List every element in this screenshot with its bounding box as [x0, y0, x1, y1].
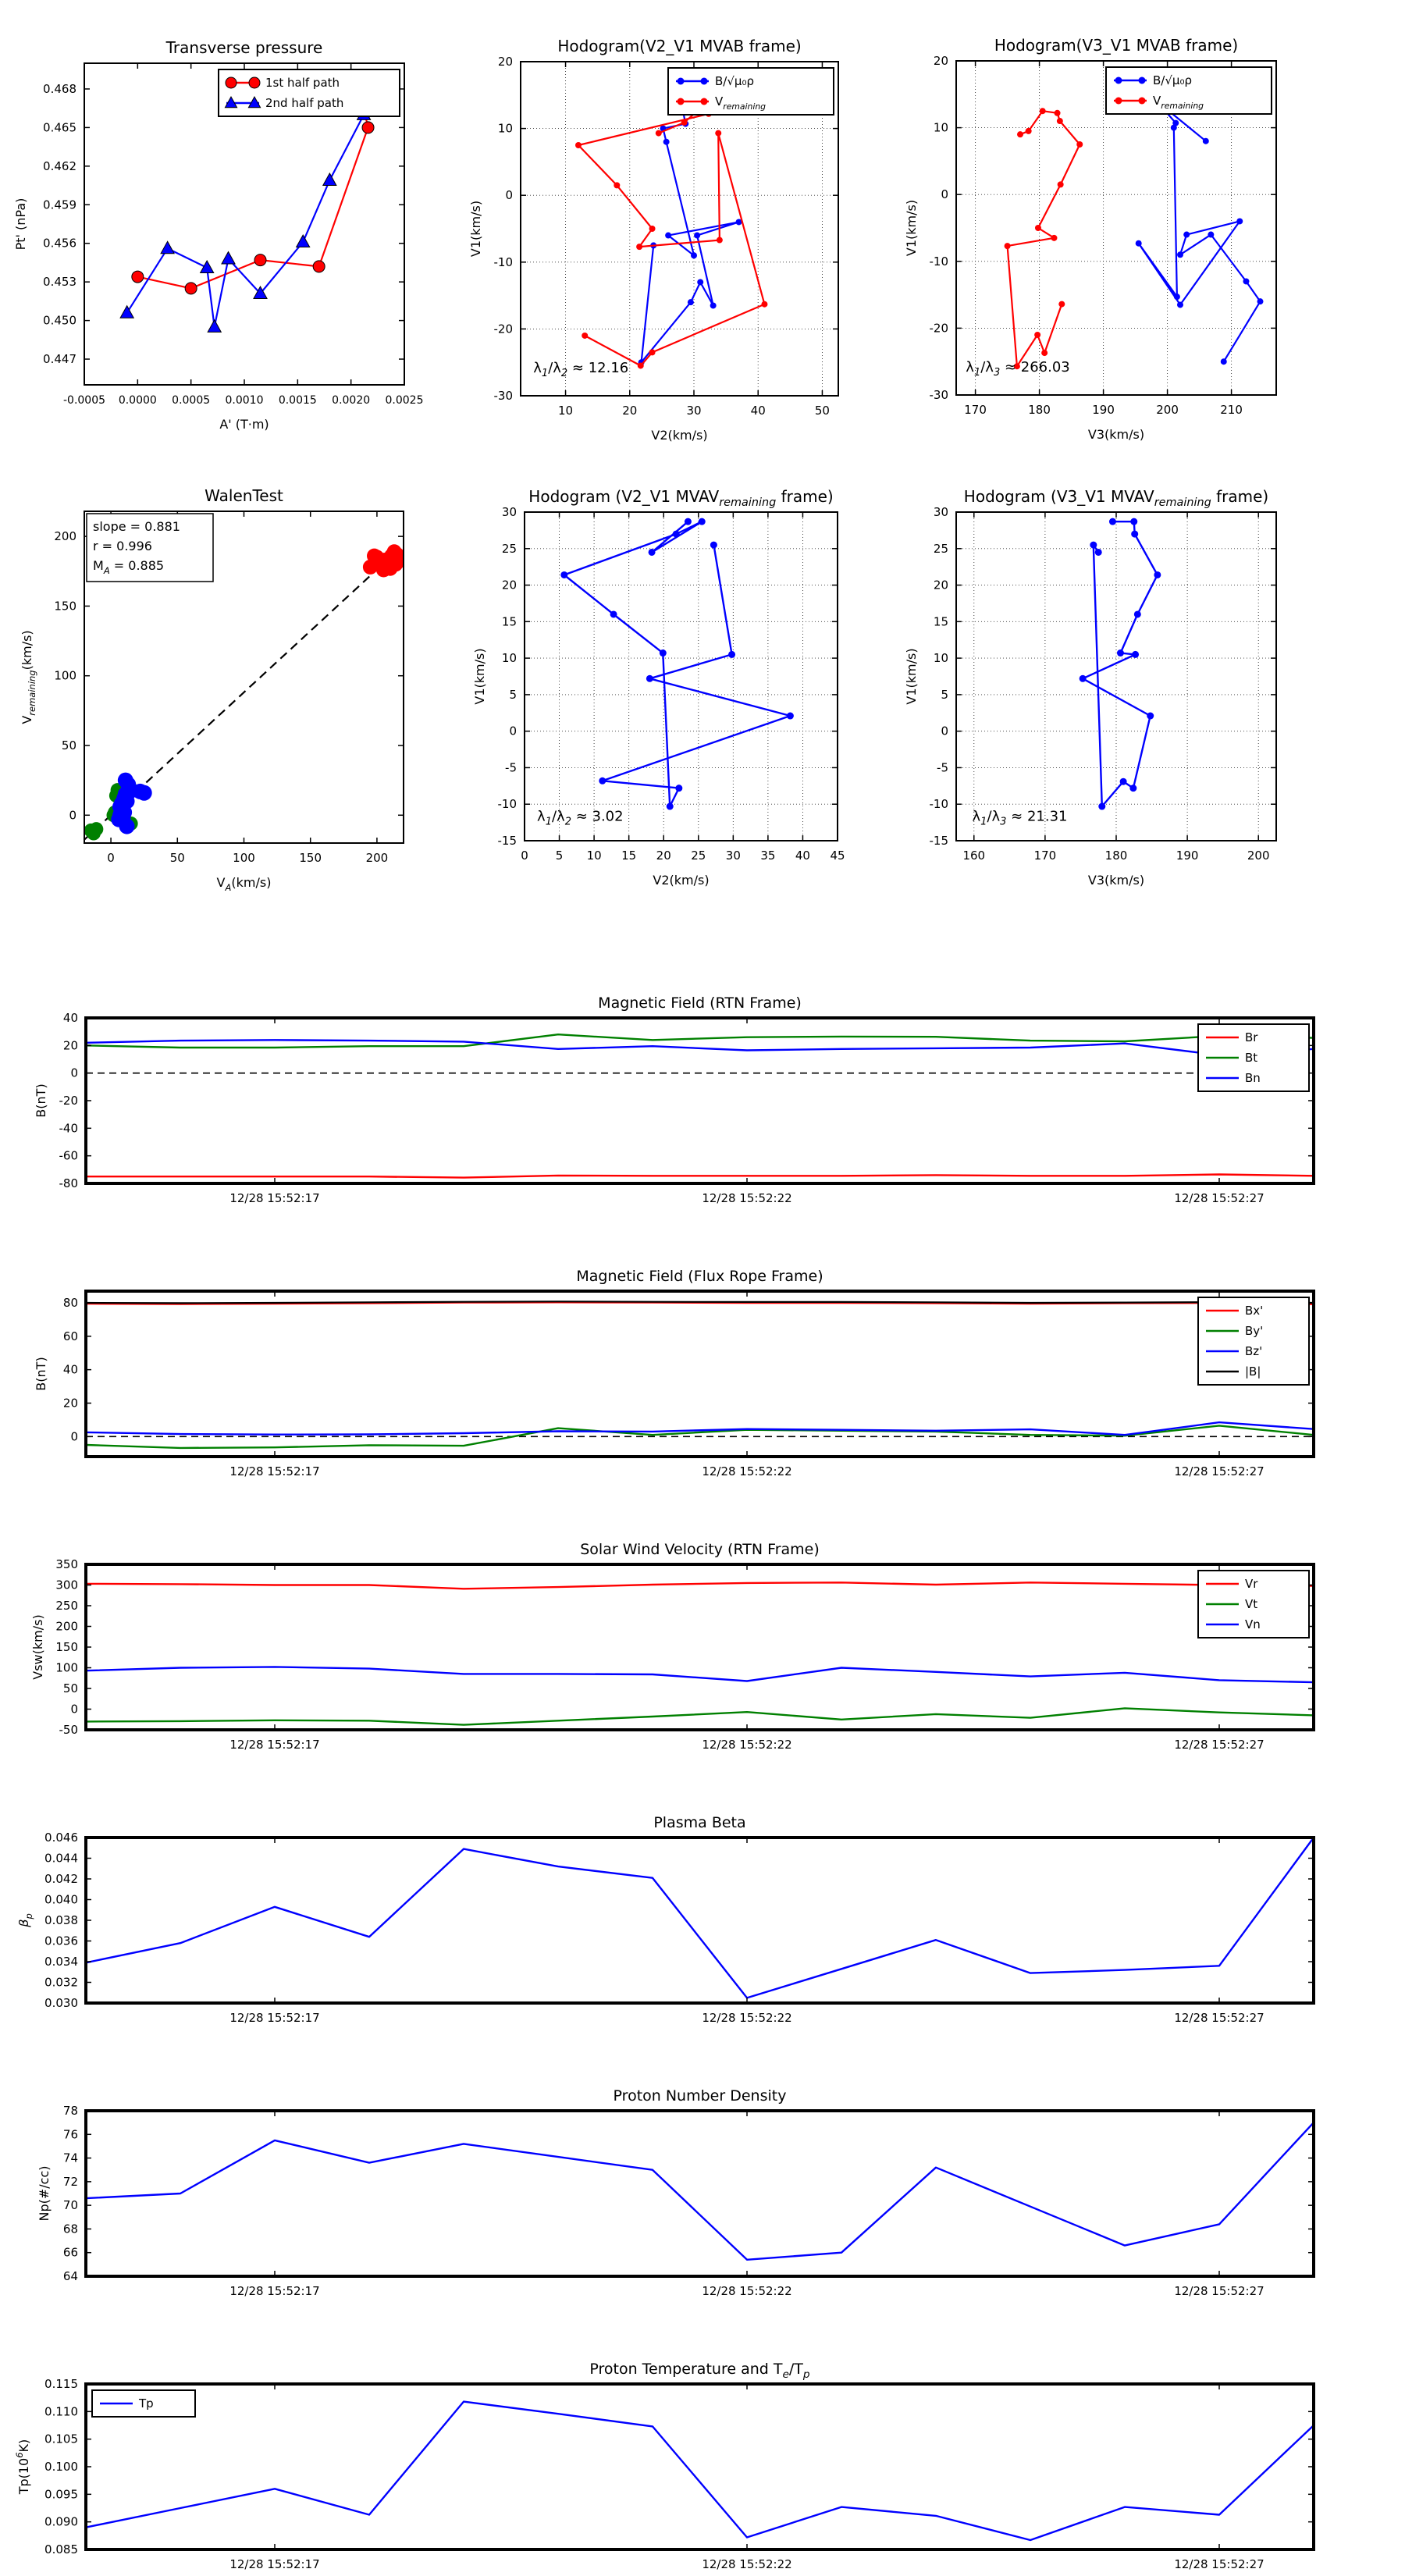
svg-text:Bx': Bx' — [1245, 1304, 1264, 1318]
plot-solar-wind-velocity — [30, 1541, 1314, 1752]
svg-text:B(nT): B(nT) — [34, 1083, 48, 1118]
svg-text:Hodogram(V3_V1 MVAB frame): Hodogram(V3_V1 MVAB frame) — [994, 36, 1239, 55]
svg-text:-15: -15 — [929, 834, 948, 848]
svg-text:200: 200 — [55, 1619, 78, 1634]
svg-text:15: 15 — [501, 614, 517, 629]
svg-text:λ1/λ3 ≈ 266.03: $\lambda_1/\lambda_3 \approx 266.03$ — [966, 359, 1070, 379]
svg-text:0.0010: 0.0010 — [225, 394, 264, 407]
svg-text:12/28 15:52:17: 12/28 15:52:17 — [229, 1738, 320, 1752]
svg-text:-15: -15 — [497, 834, 517, 848]
svg-text:50: 50 — [169, 851, 185, 865]
svg-text:170: 170 — [964, 403, 987, 417]
svg-text:0.453: 0.453 — [43, 275, 76, 290]
svg-text:20: 20 — [501, 578, 517, 592]
svg-text:0.0020: 0.0020 — [332, 394, 371, 407]
svg-text:72: 72 — [62, 2174, 78, 2189]
svg-text:30: 30 — [933, 505, 948, 519]
svg-text:λ1/λ2 ≈ 3.02: $\lambda_1/\lambda_2 \approx 3.02$ — [537, 808, 624, 828]
svg-text:12/28 15:52:22: 12/28 15:52:22 — [702, 1738, 792, 1752]
svg-text:Hodogram (V2_V1 MVAVremaining: Hodogram (V2_V1 $MVAV_{remaining}$ frame) — [528, 487, 834, 509]
svg-text:Magnetic Field (RTN Frame): Magnetic Field (RTN Frame) — [598, 994, 802, 1012]
svg-text:12/28 15:52:17: 12/28 15:52:17 — [229, 1464, 320, 1478]
svg-text:0.038: 0.038 — [44, 1913, 78, 1927]
svg-text:Tp(106K): $Tp(10^6K)$ — [14, 2439, 31, 2495]
svg-text:Solar Wind Velocity (RTN Frame: Solar Wind Velocity (RTN Frame) — [580, 1541, 820, 1558]
svg-text:0.115: 0.115 — [44, 2377, 78, 2391]
svg-text:160: 160 — [962, 849, 986, 863]
svg-text:V2(km/s): V2(km/s) — [653, 873, 710, 888]
svg-text:12/28 15:52:22: 12/28 15:52:22 — [702, 2284, 792, 2298]
plot-transverse-pressure — [13, 38, 424, 432]
svg-text:Vremaining(km/s): $V_{remaining}(km/s)$ — [20, 630, 37, 724]
svg-text:-5: -5 — [505, 760, 517, 775]
svg-text:λ1/λ2 ≈ 12.16: $\lambda_1/\lambda_2 \approx 12.16$ — [533, 360, 629, 380]
svg-text:-20: -20 — [929, 321, 948, 336]
svg-text:74: 74 — [62, 2151, 78, 2165]
svg-text:0: 0 — [941, 187, 948, 202]
svg-text:12/28 15:52:27: 12/28 15:52:27 — [1174, 1464, 1264, 1478]
svg-text:-20: -20 — [59, 1094, 78, 1108]
svg-text:190: 190 — [1176, 849, 1199, 863]
svg-text:78: 78 — [62, 2104, 78, 2118]
svg-text:Pt' (nPa): Pt' (nPa) — [13, 197, 28, 251]
svg-text:-10: -10 — [929, 254, 948, 269]
svg-text:Proton Number Density: Proton Number Density — [613, 2087, 787, 2105]
svg-text:12/28 15:52:27: 12/28 15:52:27 — [1174, 2557, 1264, 2571]
svg-text:-10: -10 — [493, 254, 513, 269]
svg-text:40: 40 — [795, 849, 810, 863]
plot-proton-temperature — [14, 2361, 1314, 2571]
svg-text:0.042: 0.042 — [44, 1872, 78, 1886]
svg-text:100: 100 — [55, 1660, 78, 1675]
svg-text:Vremaining: $V_{remaining}$ — [1153, 94, 1204, 111]
svg-text:45: 45 — [830, 849, 845, 863]
svg-text:25: 25 — [933, 541, 948, 556]
svg-text:0.030: 0.030 — [44, 1996, 78, 2010]
svg-text:210: 210 — [1220, 403, 1243, 417]
svg-text:V1(km/s): V1(km/s) — [904, 199, 919, 257]
svg-text:0: 0 — [70, 1702, 78, 1717]
svg-text:30: 30 — [725, 849, 741, 863]
svg-text:Bt: Bt — [1245, 1051, 1258, 1065]
svg-text:B(nT): B(nT) — [34, 1357, 48, 1391]
svg-text:0: 0 — [509, 724, 517, 738]
svg-text:VA(km/s): $V_A(km/s)$ — [216, 875, 272, 893]
svg-text:V3(km/s): V3(km/s) — [1087, 427, 1145, 442]
svg-text:0.100: 0.100 — [44, 2460, 78, 2474]
svg-text:0.046: 0.046 — [44, 1831, 78, 1845]
svg-text:20: 20 — [62, 1396, 78, 1411]
svg-text:0.447: 0.447 — [43, 352, 76, 367]
svg-text:12/28 15:52:17: 12/28 15:52:17 — [229, 2284, 320, 2298]
svg-text:20: 20 — [497, 55, 513, 69]
svg-text:20: 20 — [656, 849, 671, 863]
svg-text:180: 180 — [1104, 849, 1128, 863]
svg-text:12/28 15:52:27: 12/28 15:52:27 — [1174, 2011, 1264, 2025]
svg-text:Vn: Vn — [1245, 1617, 1261, 1631]
svg-text:Np(#/cc): Np(#/cc) — [37, 2165, 52, 2222]
svg-text:12/28 15:52:17: 12/28 15:52:17 — [229, 1191, 320, 1205]
svg-text:200: 200 — [1247, 849, 1270, 863]
svg-text:slope = 0.881: slope = 0.881 — [93, 519, 180, 534]
svg-text:0: 0 — [69, 808, 76, 823]
svg-text:0.040: 0.040 — [44, 1892, 78, 1907]
svg-text:150: 150 — [299, 851, 322, 865]
svg-text:0.0025: 0.0025 — [385, 394, 424, 407]
svg-text:50: 50 — [61, 738, 76, 753]
svg-text:-40: -40 — [59, 1121, 78, 1136]
svg-text:-80: -80 — [59, 1176, 78, 1190]
svg-text:10: 10 — [558, 404, 574, 418]
svg-text:B/√μ₀ρ: B/√μ₀ρ — [1153, 73, 1192, 87]
plot-proton-number-density — [37, 2087, 1314, 2298]
svg-text:2nd half path: 2nd half path — [265, 96, 344, 110]
svg-text:0: 0 — [521, 849, 528, 863]
svg-text:0.110: 0.110 — [44, 2404, 78, 2419]
svg-text:Bn: Bn — [1245, 1071, 1261, 1085]
svg-text:170: 170 — [1033, 849, 1057, 863]
svg-text:250: 250 — [55, 1599, 78, 1613]
svg-text:MA = 0.885: $M_A = 0.885$ — [93, 558, 165, 576]
svg-text:Vr: Vr — [1245, 1577, 1258, 1591]
svg-text:200: 200 — [365, 851, 389, 865]
svg-text:12/28 15:52:22: 12/28 15:52:22 — [702, 1191, 792, 1205]
plot-magnetic-field-rtn — [34, 994, 1314, 1205]
svg-text:βp: $\beta_p$ — [16, 1913, 34, 1927]
svg-text:V1(km/s): V1(km/s) — [904, 648, 919, 705]
svg-text:5: 5 — [509, 687, 517, 702]
svg-text:64: 64 — [62, 2269, 78, 2283]
svg-text:40: 40 — [750, 404, 766, 418]
svg-text:50: 50 — [62, 1681, 78, 1695]
svg-text:Br: Br — [1245, 1030, 1258, 1044]
svg-text:λ1/λ3 ≈ 21.31: $\lambda_1/\lambda_3 \approx 21.31$ — [972, 808, 1068, 828]
svg-text:12/28 15:52:22: 12/28 15:52:22 — [702, 2011, 792, 2025]
svg-text:V3(km/s): V3(km/s) — [1087, 873, 1145, 888]
svg-text:Vt: Vt — [1245, 1597, 1258, 1611]
svg-text:Hodogram(V2_V1 MVAB frame): Hodogram(V2_V1 MVAB frame) — [557, 37, 802, 55]
svg-text:15: 15 — [933, 614, 948, 629]
svg-text:0.456: 0.456 — [43, 236, 76, 251]
svg-text:-10: -10 — [497, 797, 517, 812]
plot-hodogram-v3v1-mvab — [904, 36, 1276, 442]
svg-text:0.0015: 0.0015 — [278, 394, 317, 407]
svg-text:10: 10 — [933, 651, 948, 666]
svg-text:10: 10 — [933, 120, 948, 135]
svg-text:0: 0 — [941, 724, 948, 738]
svg-text:-20: -20 — [493, 322, 513, 336]
svg-text:0: 0 — [107, 851, 115, 865]
svg-text:Vremaining: $V_{remaining}$ — [715, 94, 767, 112]
svg-text:15: 15 — [621, 849, 637, 863]
svg-text:A' (T·m): A' (T·m) — [219, 417, 269, 432]
svg-text:10: 10 — [501, 651, 517, 666]
svg-text:-10: -10 — [929, 797, 948, 812]
svg-text:300: 300 — [55, 1578, 78, 1592]
svg-text:35: 35 — [760, 849, 776, 863]
svg-text:0.090: 0.090 — [44, 2514, 78, 2529]
svg-text:-30: -30 — [929, 388, 948, 402]
svg-text:20: 20 — [62, 1038, 78, 1053]
svg-text:5: 5 — [555, 849, 564, 863]
svg-text:0.036: 0.036 — [44, 1934, 78, 1948]
svg-text:350: 350 — [55, 1557, 78, 1571]
svg-text:76: 76 — [62, 2127, 78, 2142]
svg-text:V1(km/s): V1(km/s) — [468, 200, 483, 258]
svg-text:WalenTest: WalenTest — [205, 486, 283, 505]
svg-text:Hodogram (V3_V1 MVAVremaining: Hodogram (V3_V1 $MVAV_{remaining}$ frame) — [963, 487, 1269, 509]
svg-text:70: 70 — [62, 2198, 78, 2213]
svg-text:12/28 15:52:27: 12/28 15:52:27 — [1174, 1191, 1264, 1205]
plot-hodogram-v2v1-mvav — [472, 487, 845, 888]
svg-text:Proton Temperature and Te/Tp: Proton Temperature and $T_e/T_p$ — [589, 2361, 810, 2381]
svg-text:30: 30 — [686, 404, 702, 418]
svg-text:12/28 15:52:27: 12/28 15:52:27 — [1174, 1738, 1264, 1752]
svg-text:|B|: |B| — [1245, 1364, 1261, 1379]
svg-text:10: 10 — [586, 849, 602, 863]
svg-text:0.105: 0.105 — [44, 2432, 78, 2446]
svg-text:0.459: 0.459 — [43, 197, 76, 212]
svg-text:5: 5 — [941, 687, 948, 702]
svg-text:66: 66 — [62, 2245, 78, 2260]
svg-text:40: 40 — [62, 1011, 78, 1025]
svg-text:Tp: Tp — [139, 2396, 154, 2411]
svg-text:20: 20 — [933, 578, 948, 592]
svg-text:V2(km/s): V2(km/s) — [651, 428, 708, 443]
svg-text:12/28 15:52:17: 12/28 15:52:17 — [229, 2557, 320, 2571]
svg-text:20: 20 — [622, 404, 638, 418]
svg-text:12/28 15:52:17: 12/28 15:52:17 — [229, 2011, 320, 2025]
svg-text:Plasma Beta: Plasma Beta — [653, 1814, 746, 1831]
svg-text:25: 25 — [691, 849, 706, 863]
svg-text:25: 25 — [501, 541, 517, 556]
plot-hodogram-v3v1-mvav — [904, 487, 1276, 888]
svg-text:-30: -30 — [493, 389, 513, 403]
svg-text:0: 0 — [70, 1066, 78, 1080]
svg-text:100: 100 — [54, 668, 76, 683]
svg-text:0: 0 — [505, 188, 513, 203]
svg-text:0.032: 0.032 — [44, 1975, 78, 1990]
svg-text:r = 0.996: r = 0.996 — [93, 539, 152, 553]
svg-text:20: 20 — [933, 54, 948, 68]
svg-text:80: 80 — [62, 1295, 78, 1310]
plot-plasma-beta — [16, 1814, 1314, 2025]
svg-text:Magnetic Field (Flux Rope Fram: Magnetic Field (Flux Rope Frame) — [576, 1268, 823, 1285]
svg-text:200: 200 — [54, 529, 76, 544]
svg-text:0.462: 0.462 — [43, 158, 76, 173]
svg-text:190: 190 — [1092, 403, 1115, 417]
svg-text:180: 180 — [1028, 403, 1051, 417]
svg-text:0.450: 0.450 — [43, 313, 76, 328]
svg-text:12/28 15:52:22: 12/28 15:52:22 — [702, 1464, 792, 1478]
svg-text:V1(km/s): V1(km/s) — [472, 648, 487, 705]
svg-text:0.085: 0.085 — [44, 2542, 78, 2556]
svg-text:0.095: 0.095 — [44, 2487, 78, 2502]
svg-text:12/28 15:52:27: 12/28 15:52:27 — [1174, 2284, 1264, 2298]
svg-text:0.0005: 0.0005 — [172, 394, 211, 407]
svg-text:0.0000: 0.0000 — [118, 394, 157, 407]
svg-text:0.468: 0.468 — [43, 81, 76, 96]
svg-text:-60: -60 — [59, 1148, 78, 1163]
svg-text:Transverse pressure: Transverse pressure — [165, 38, 323, 57]
svg-text:200: 200 — [1156, 403, 1179, 417]
svg-text:Bz': Bz' — [1245, 1344, 1263, 1358]
svg-text:60: 60 — [62, 1329, 78, 1343]
svg-text:-50: -50 — [59, 1723, 78, 1737]
plot-walen-test — [20, 486, 404, 893]
plot-hodogram-v2v1-mvab — [468, 37, 838, 443]
svg-text:B/√μ₀ρ: B/√μ₀ρ — [715, 74, 754, 88]
svg-text:-5: -5 — [937, 760, 948, 775]
svg-text:0.465: 0.465 — [43, 120, 76, 135]
svg-text:1st half path: 1st half path — [265, 76, 340, 90]
svg-text:-0.0005: -0.0005 — [62, 394, 106, 407]
svg-text:150: 150 — [54, 599, 76, 614]
svg-text:30: 30 — [501, 505, 517, 519]
svg-text:68: 68 — [62, 2222, 78, 2236]
svg-text:40: 40 — [62, 1362, 78, 1377]
svg-text:0: 0 — [70, 1429, 78, 1444]
svg-text:Vsw(km/s): Vsw(km/s) — [30, 1614, 45, 1680]
svg-text:150: 150 — [55, 1640, 78, 1654]
svg-text:0.044: 0.044 — [44, 1851, 78, 1866]
svg-text:0.034: 0.034 — [44, 1955, 78, 1969]
svg-text:10: 10 — [497, 121, 513, 136]
svg-text:By': By' — [1245, 1324, 1264, 1338]
svg-text:100: 100 — [233, 851, 255, 865]
svg-text:50: 50 — [814, 404, 830, 418]
svg-text:12/28 15:52:22: 12/28 15:52:22 — [702, 2557, 792, 2571]
plot-magnetic-field-flux-rope — [34, 1268, 1314, 1478]
